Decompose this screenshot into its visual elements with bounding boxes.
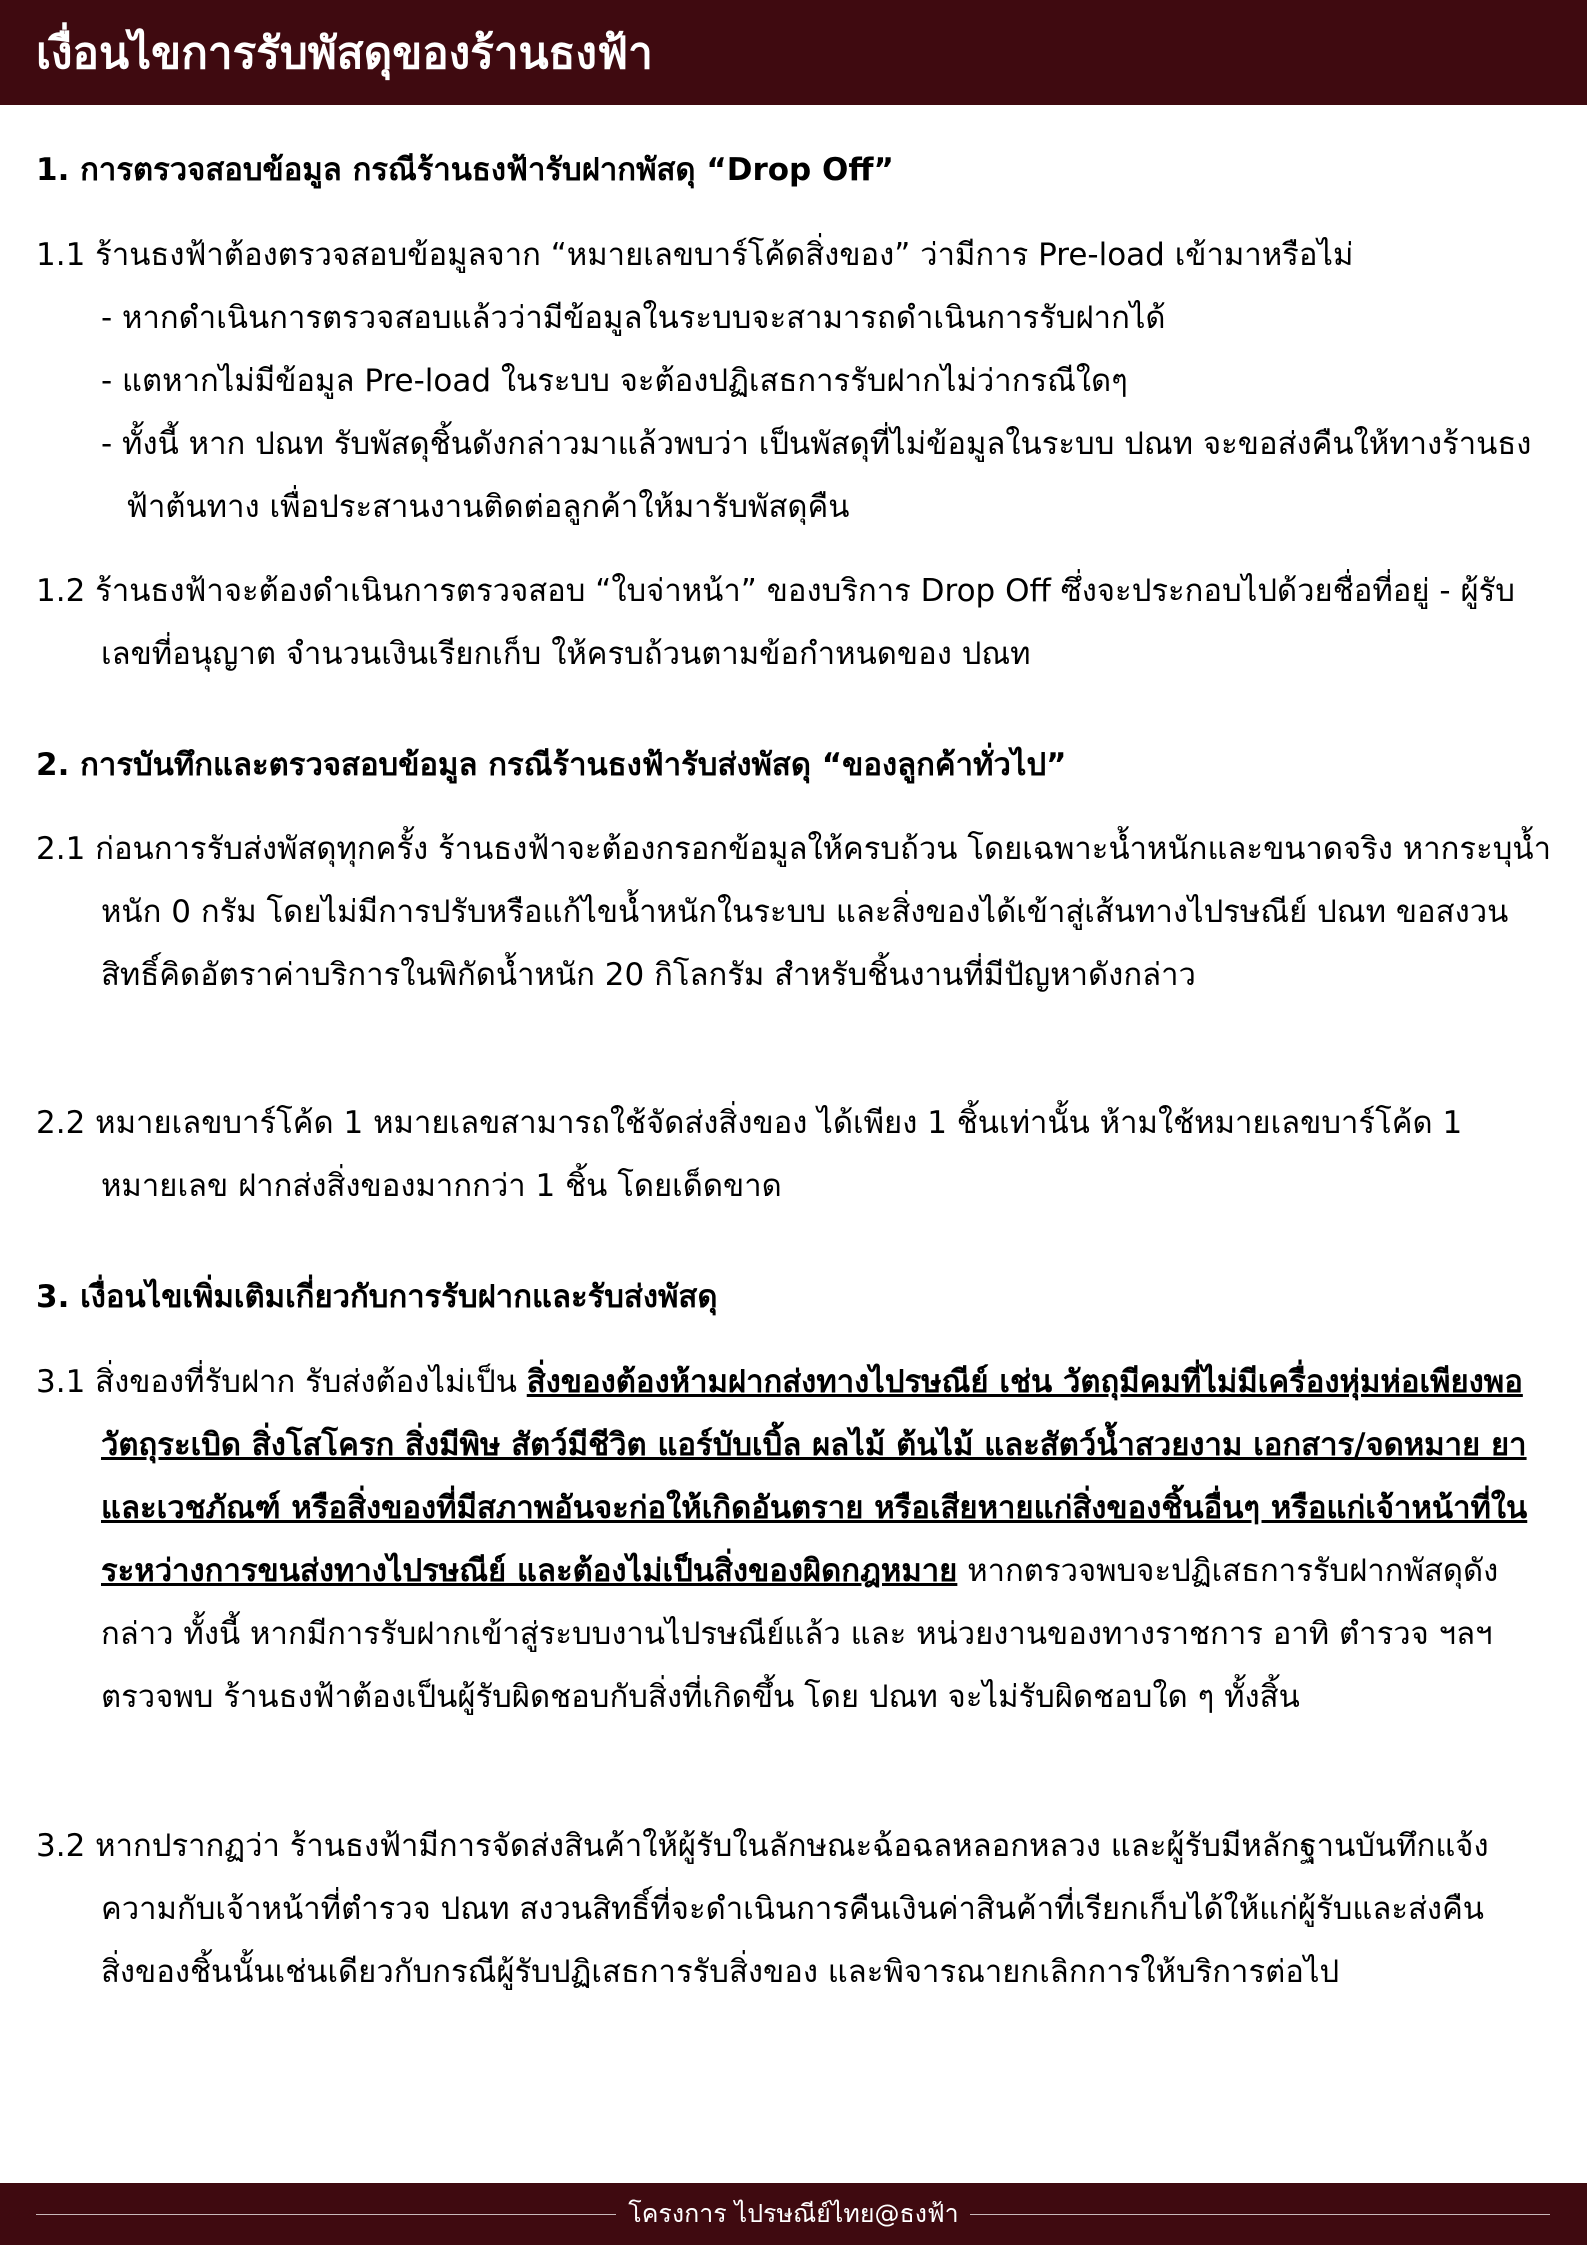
- footer-text: โครงการ ไปรษณีย์ไทย@ธงฟ้า: [628, 2199, 959, 2228]
- item-3-1-text-before: สิ่งของที่รับฝาก รับส่งต้องไม่เป็น: [95, 1364, 527, 1400]
- item-3-1-text-after: หากตรวจพบจะปฏิเสธการรับฝากพัสดุดังกล่าว ทั้งนี้ หากมีการรับฝากเข้าสู่ระบบงานไปรษณีย์แล้ว และ หน่วยงานของทางราชการ อาทิ ตำรวจ ฯลฯ ตรวจพบ ร้านธงฟ้าต้องเป็นผู้รับผิดชอบกับสิ่งที่เกิดขึ้น โดย ปณท จะไม่รับผิดชอบใด ๆ ทั้งสิ้น: [101, 1553, 1499, 1715]
- section-2-title: 2. การบันทึกและตรวจสอบข้อมูล กรณีร้านธงฟ้ารับส่งพัสดุ “ของลูกค้าทั่วไป”: [36, 747, 1067, 783]
- item-1-2-number: 1.2: [36, 573, 86, 609]
- item-3-1-paragraph: [36, 1351, 1556, 1729]
- item-1-1-bullet-2: [36, 350, 1556, 413]
- item-1-1-bullet-3: [36, 413, 1556, 539]
- item-1-2-paragraph: [36, 560, 1556, 686]
- item-3-2-text: หากปรากฏว่า ร้านธงฟ้ามีการจัดส่งสินค้าให้ผู้รับในลักษณะฉ้อฉลหลอกหลวง และผู้รับมีหลักฐานบันทึกแจ้งความกับเจ้าหน้าที่ตำรวจ ปณท สงวนสิทธิ์ที่จะดำเนินการคืนเงินค่าสินค้าที่เรียกเก็บได้ให้แก่ผู้รับและส่งคืนสิ่งของชิ้นนั้นเช่นเดียวกับกรณีผู้รับปฏิเสธการรับสิ่งของ และพิจารณายกเลิกการให้บริการต่อไป: [95, 1828, 1489, 1990]
- bullet-text: - หากดำเนินการตรวจสอบแล้วว่ามีข้อมูลในระบบจะสามารถดำเนินการรับฝากได้: [101, 300, 1166, 336]
- item-3-2-number: 3.2: [36, 1828, 86, 1864]
- section-3-title: 3. เงื่อนไขเพิ่มเติมเกี่ยวกับการรับฝากและรับส่งพัสดุ: [36, 1279, 718, 1315]
- item-2-2-number: 2.2: [36, 1105, 86, 1141]
- bullet-text: - แตหากไม่มีข้อมูล Pre-load ในระบบ จะต้องปฏิเสธการรับฝากไม่ว่ากรณีใดๆ: [101, 363, 1128, 399]
- item-1-1-text: ร้านธงฟ้าต้องตรวจสอบข้อมูลจาก “หมายเลขบาร์โค้ดสิ่งของ” ว่ามีการ Pre-load เข้ามาหรือไม่: [95, 237, 1354, 273]
- item-3-2: [36, 1815, 1556, 2004]
- page-title: เงื่อนไขการรับพัสดุของร้านธงฟ้า: [36, 28, 653, 79]
- item-1-1-paragraph: [36, 224, 1556, 287]
- item-2-2: [36, 1092, 1556, 1218]
- item-1-2: [36, 560, 1556, 686]
- item-2-1: [36, 818, 1556, 1007]
- item-2-2-paragraph: [36, 1092, 1556, 1218]
- item-2-1-number: 2.1: [36, 831, 86, 867]
- item-1-1-number: 1.1: [36, 237, 86, 273]
- item-2-2-text: หมายเลขบาร์โค้ด 1 หมายเลขสามารถใช้จัดส่งสิ่งของ ได้เพียง 1 ชิ้นเท่านั้น ห้ามใช้หมายเลขบาร์โค้ด 1 หมายเลข ฝากส่งสิ่งของมากกว่า 1 ชิ้น โดยเด็ดขาด: [95, 1105, 1463, 1204]
- item-3-2-paragraph: [36, 1815, 1556, 2004]
- section-1-title: 1. การตรวจสอบข้อมูล กรณีร้านธงฟ้ารับฝากพัสดุ “Drop Off”: [36, 152, 894, 188]
- item-3-1-number: 3.1: [36, 1364, 86, 1400]
- bullet-text: - ทั้งนี้ หาก ปณท รับพัสดุชิ้นดังกล่าวมาแล้วพบว่า เป็นพัสดุที่ไม่ข้อมูลในระบบ ปณท จะขอส่งคืนให้ทางร้านธงฟ้าต้นทาง เพื่อประสานงานติดต่อลูกค้าให้มารับพัสดุคืน: [101, 426, 1532, 525]
- item-1-1-bullet-1: [36, 287, 1556, 350]
- prohibited-items-text: สิ่งของต้องห้ามฝากส่งทางไปรษณีย์ เช่น วัตถุมีคมที่ไม่มีเครื่องหุ่มห่อเพียงพอ วัตถุระเบิด สิ่งโสโครก สิ่งมีพิษ สัตว์มีชีวิต แอร์บับเบิ้ล ผลไม้ ต้นไม้ และสัตว์น้ำสวยงาม เอกสาร/จดหมาย ยาและเวชภัณฑ์ หรือสิ่งของที่มีสภาพอันจะก่อให้เกิดอันตราย หรือเสียหายแก่สิ่งของชิ้นอื่นๆ หรือแก่เจ้าหน้าที่ในระหว่างการขนส่งทางไปรษณีย์ และต้องไม่เป็นสิ่งของผิดกฎหมาย: [101, 1364, 1528, 1589]
- item-1-1: [36, 224, 1556, 539]
- page-footer: [0, 2183, 1587, 2245]
- item-3-1: [36, 1351, 1556, 1729]
- item-2-1-paragraph: [36, 818, 1556, 1007]
- item-1-2-text: ร้านธงฟ้าจะต้องดำเนินการตรวจสอบ “ใบจ่าหน้า” ของบริการ Drop Off ซึ่งจะประกอบไปด้วยชื่อที่อยู่ - ผู้รับ เลขที่อนุญาต จำนวนเงินเรียกเก็บ ให้ครบถ้วนตามข้อกำหนดของ ปณท: [95, 573, 1515, 672]
- item-2-1-text: ก่อนการรับส่งพัสดุทุกครั้ง ร้านธงฟ้าจะต้องกรอกข้อมูลให้ครบถ้วน โดยเฉพาะน้ำหนักและขนาดจริง หากระบุน้ำหนัก 0 กรัม โดยไม่มีการปรับหรือแก้ไขน้ำหนักในระบบ และสิ่งของได้เข้าสู่เส้นทางไปรษณีย์ ปณท ขอสงวนสิทธิ์คิดอัตราค่าบริการในพิกัดน้ำหนัก 20 กิโลกรัม สำหรับชิ้นงานที่มีปัญหาดังกล่าว: [95, 831, 1551, 993]
